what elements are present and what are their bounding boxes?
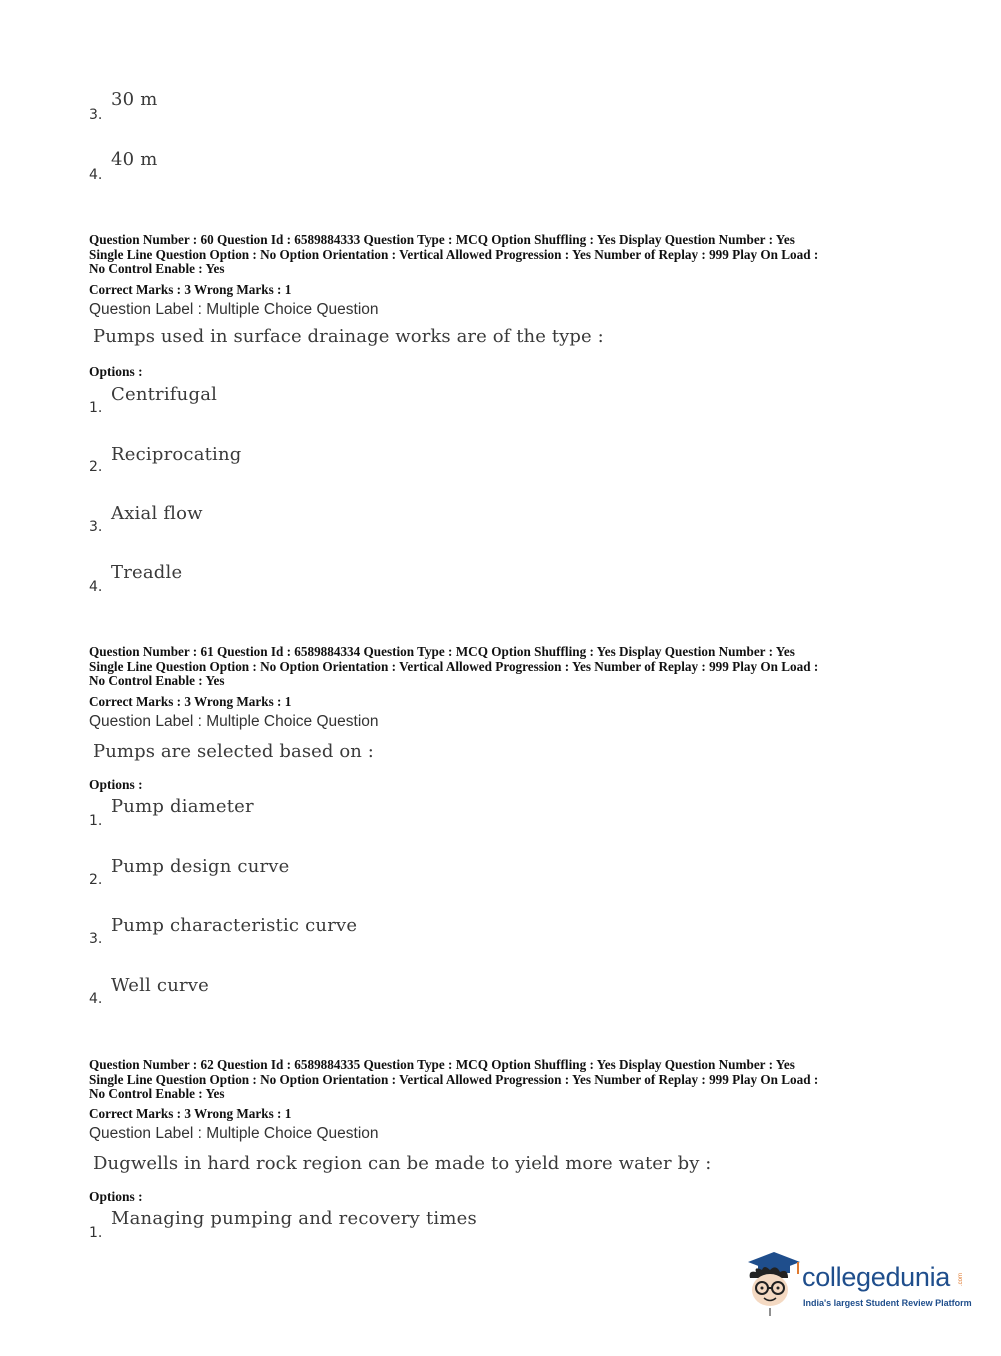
question-marks: Correct Marks : 3 Wrong Marks : 1	[89, 282, 292, 297]
option-number: 3.	[89, 107, 103, 123]
meta-line: Single Line Question Option : No Option Orientation : Vertical Allowed Progression : Yes Number of Replay : 999 Play On Load :	[89, 246, 819, 262]
option-text: 40 m	[111, 149, 158, 170]
mascot-icon	[740, 1248, 802, 1318]
option-text: Pump diameter	[111, 796, 254, 817]
option-number: 2.	[89, 872, 103, 888]
logo-suffix: .com	[958, 1273, 964, 1287]
meta-line: Single Line Question Option : No Option Orientation : Vertical Allowed Progression : Yes Number of Replay : 999 Play On Load :	[89, 658, 819, 674]
meta-line: Question Number : 61 Question Id : 6589884334 Question Type : MCQ Option Shuffling : Yes Display Question Number : Yes	[89, 644, 795, 659]
question-meta	[89, 1058, 919, 1102]
meta-line: Question Number : 62 Question Id : 6589884335 Question Type : MCQ Option Shuffling : Yes Display Question Number : Yes	[89, 1057, 795, 1072]
option-text: Well curve	[111, 975, 210, 996]
option-text: Centrifugal	[111, 384, 218, 405]
question-label: Question Label : Multiple Choice Question	[89, 1125, 379, 1142]
option-number: 1.	[89, 1225, 103, 1241]
options-label: Options :	[89, 1189, 143, 1204]
meta-line: No Control Enable : Yes	[89, 673, 225, 688]
options-label: Options :	[89, 364, 143, 379]
option-number: 2.	[89, 459, 103, 475]
option-number: 1.	[89, 813, 103, 829]
option-text: Pump design curve	[111, 856, 290, 877]
meta-line: No Control Enable : Yes	[89, 261, 225, 276]
option-number: 4.	[89, 991, 103, 1007]
option-number: 4.	[89, 579, 103, 595]
question-meta	[89, 645, 919, 689]
logo-tagline: India's largest Student Review Platform	[803, 1298, 972, 1308]
option-text: Reciprocating	[111, 444, 242, 465]
option-number: 4.	[89, 167, 103, 183]
question-text: Dugwells in hard rock region can be made to yield more water by :	[93, 1153, 712, 1174]
option-text: Treadle	[111, 562, 183, 583]
collegedunia-logo	[740, 1248, 970, 1318]
option-text: Managing pumping and recovery times	[111, 1208, 477, 1229]
meta-line: Question Number : 60 Question Id : 6589884333 Question Type : MCQ Option Shuffling : Yes Display Question Number : Yes	[89, 232, 795, 247]
option-text: 30 m	[111, 89, 158, 110]
question-label: Question Label : Multiple Choice Question	[89, 301, 379, 318]
question-text: Pumps are selected based on :	[93, 741, 374, 762]
question-marks: Correct Marks : 3 Wrong Marks : 1	[89, 1106, 292, 1121]
logo-wordmark: collegedunia	[802, 1262, 951, 1292]
options-label: Options :	[89, 777, 143, 792]
option-number: 3.	[89, 931, 103, 947]
question-label: Question Label : Multiple Choice Question	[89, 713, 379, 730]
option-number: 1.	[89, 400, 103, 416]
option-text: Axial flow	[111, 503, 203, 524]
meta-line: No Control Enable : Yes	[89, 1086, 225, 1101]
question-marks: Correct Marks : 3 Wrong Marks : 1	[89, 694, 292, 709]
meta-line: Single Line Question Option : No Option Orientation : Vertical Allowed Progression : Yes Number of Replay : 999 Play On Load :	[89, 1071, 819, 1087]
question-meta	[89, 233, 919, 277]
question-text: Pumps used in surface drainage works are of the type :	[93, 326, 604, 347]
option-number: 3.	[89, 519, 103, 535]
option-text: Pump characteristic curve	[111, 915, 358, 936]
